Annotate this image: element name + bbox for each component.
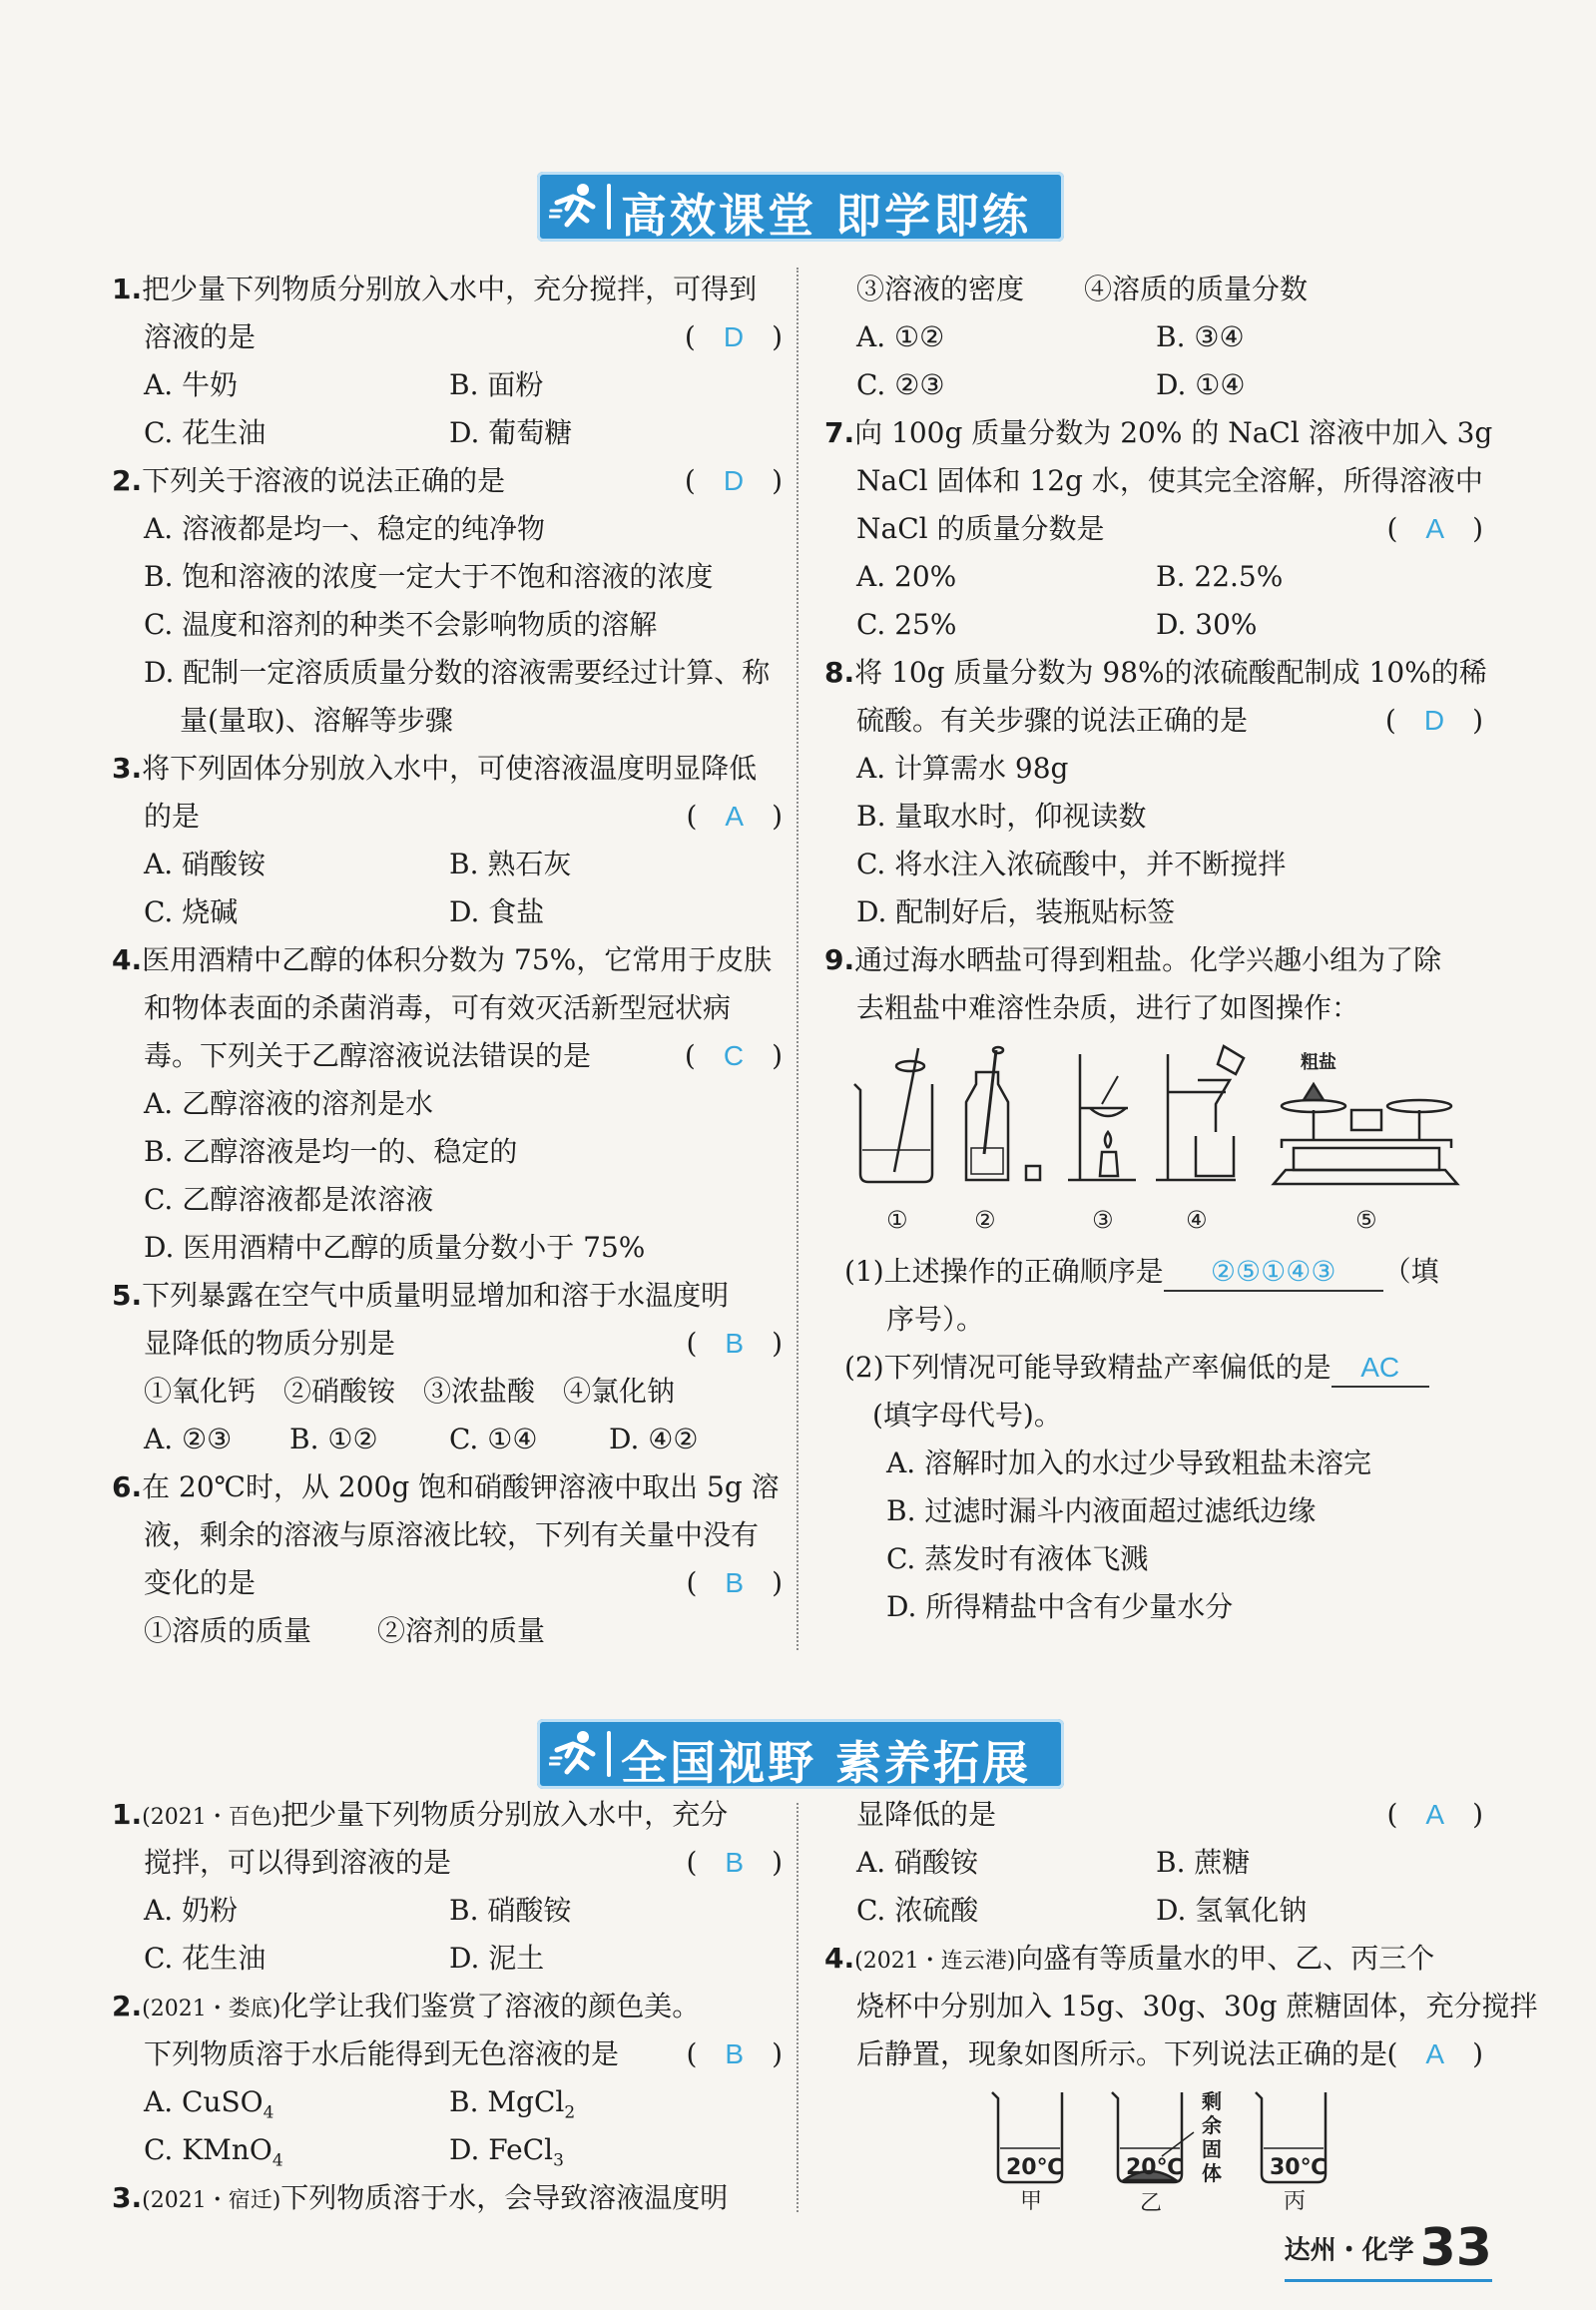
section-banner-1 (537, 172, 1064, 242)
option: A. ②③ (144, 1423, 233, 1455)
residue-label: 固 (1202, 2137, 1222, 2161)
answer-bracket: ( A ) (1386, 512, 1483, 545)
item: ③溶液的密度 (856, 273, 1025, 305)
question-3: 3.将下列固体分别放入水中，可使溶液温度明显降低 (112, 752, 758, 785)
question-4: 4.医用酒精中乙醇的体积分数为 75%，它常用于皮肤 (112, 943, 773, 976)
residue-label: 体 (1202, 2161, 1222, 2185)
option: C. 温度和溶剂的种类不会影响物质的溶解 (144, 608, 658, 641)
option: B. 乙醇溶液是均一的、稳定的 (144, 1135, 518, 1168)
option: B. 硝酸铵 (449, 1894, 572, 1927)
question-text: 显降低的物质分别是 (144, 1327, 396, 1360)
question-9: 9.通过海水晒盐可得到粗盐。化学兴趣小组为了除 (824, 943, 1442, 976)
question-text: 烧杯中分别加入 15g、30g、30g 蔗糖固体，充分搅拌 (856, 1990, 1538, 2022)
question-7: 7.向 100g 质量分数为 20% 的 NaCl 溶液中加入 3g (824, 416, 1493, 449)
answer-bracket: ( B ) (686, 1566, 783, 1599)
beaker-label: 甲 (1020, 2189, 1043, 2214)
option: A. 奶粉 (144, 1894, 239, 1927)
option: B. 面粉 (449, 368, 544, 401)
question-text: 硫酸。有关步骤的说法正确的是 (856, 704, 1249, 737)
answer-bracket: ( A ) (1386, 1798, 1483, 1831)
option: D. FeCl$_3$ (449, 2133, 564, 2171)
question-5: 5.下列暴露在空气中质量明显增加和溶于水温度明 (112, 1279, 730, 1312)
option: A. 溶液都是均一、稳定的纯净物 (144, 512, 546, 545)
option: C. KMnO$_4$ (144, 2133, 283, 2171)
option: B. MgCl$_2$ (449, 2085, 576, 2123)
option: D. 配制一定溶质质量分数的溶液需要经过计算、称 (144, 656, 771, 689)
question-4: 4.(2021・连云港)向盛有等质量水的甲、乙、丙三个 (824, 1942, 1435, 1975)
residue-label: 剩 (1202, 2089, 1222, 2113)
reagent-bottle-icon (966, 1047, 1040, 1180)
item-list: ①氧化钙 ②硝酸铵 ③浓盐酸 ④氯化钠 (144, 1375, 676, 1408)
section1-left-column (112, 272, 783, 1659)
filtration-setup-icon (1156, 1046, 1244, 1180)
column-divider (797, 268, 798, 1650)
question-text: 下列物质溶于水后能得到无色溶液的是 (144, 2037, 620, 2070)
subquestion-1-continued: 序号）。 (886, 1303, 985, 1336)
page-number: 33 (1419, 2218, 1492, 2278)
option: D. 医用酒精中乙醇的质量分数小于 75% (144, 1231, 646, 1264)
option: B. ③④ (1156, 320, 1245, 353)
option: A. CuSO$_4$ (144, 2085, 274, 2123)
option: B. ①② (289, 1423, 378, 1455)
beaker-label: 乙 (1140, 2191, 1163, 2214)
fill-answer: ②⑤①④③ (1164, 1254, 1383, 1292)
residue-label: 余 (1202, 2113, 1222, 2137)
section2-left-column (112, 1797, 783, 2216)
option: C. 25% (856, 608, 957, 641)
beaker-temperature: 20℃ (1006, 2155, 1064, 2180)
beaker-temperature: 20℃ (1126, 2155, 1184, 2180)
option: A. 硝酸铵 (144, 848, 266, 880)
question-text: NaCl 的质量分数是 (856, 512, 1105, 545)
option: C. ①④ (449, 1423, 538, 1455)
option: C. 花生油 (144, 1942, 266, 1975)
option: B. 饱和溶液的浓度一定大于不饱和溶液的浓度 (144, 560, 714, 593)
item: ④溶质的质量分数 (1084, 273, 1309, 305)
footer-context: 达州・化学 (1284, 2235, 1414, 2266)
item: ①溶质的质量 (144, 1614, 312, 1647)
option: D. ④② (609, 1423, 699, 1455)
option: B. 22.5% (1156, 560, 1284, 593)
question-text: 去粗盐中难溶性杂质，进行了如图操作： (856, 991, 1360, 1024)
option: B. 量取水时，仰视读数 (856, 800, 1147, 833)
option: D. 30% (1156, 608, 1258, 641)
option: D. 氢氧化钠 (1156, 1894, 1308, 1927)
option: A. 乙醇溶液的溶剂是水 (144, 1087, 434, 1120)
running-person-icon (549, 181, 601, 233)
answer-bracket: ( C ) (684, 1039, 783, 1072)
balance-icon (1274, 1084, 1457, 1184)
question-text: NaCl 固体和 12g 水，使其完全溶解，所得溶液中 (856, 464, 1483, 497)
beaker-label: 丙 (1284, 2189, 1307, 2214)
lab-operations-figure (846, 1044, 1475, 1240)
section-banner-2 (537, 1719, 1064, 1789)
option-continued: 量(量取)、溶解等步骤 (180, 704, 453, 737)
figure-number: ② (974, 1206, 996, 1234)
figure-number: ④ (1186, 1206, 1208, 1234)
question-6: 6.在 20℃时，从 200g 饱和硝酸钾溶液中取出 5g 溶 (112, 1470, 780, 1503)
answer-bracket: ( B ) (686, 2037, 783, 2070)
figure-label: 粗盐 (1301, 1052, 1336, 1073)
option: B. 过滤时漏斗内液面超过滤纸边缘 (886, 1494, 1317, 1527)
evaporation-setup-icon (1068, 1054, 1136, 1180)
option: B. 蔗糖 (1156, 1846, 1251, 1879)
beaker-temperature: 30℃ (1270, 2155, 1328, 2180)
option: C. 花生油 (144, 416, 266, 449)
subquestion-2-continued: (填字母代号)。 (872, 1399, 1062, 1432)
section-title: 高效课堂 即学即练 (621, 189, 1032, 243)
answer-bracket: ( A ) (1386, 2037, 1483, 2070)
answer-bracket: ( A ) (686, 800, 783, 833)
question-text: 变化的是 (144, 1566, 257, 1599)
option: A. 牛奶 (144, 368, 239, 401)
figure-number: ③ (1092, 1206, 1114, 1234)
fill-answer: AC (1331, 1350, 1429, 1388)
option: D. 所得精盐中含有少量水分 (886, 1590, 1234, 1623)
question-8: 8.将 10g 质量分数为 98%的浓硫酸配制成 10%的稀 (824, 656, 1487, 689)
section-title: 全国视野 素养拓展 (621, 1736, 1032, 1790)
option: B. 熟石灰 (449, 848, 572, 880)
subquestion-2: (2)下列情况可能导致精盐产率偏低的是 AC (844, 1350, 1429, 1388)
answer-bracket: ( B ) (686, 1846, 783, 1879)
section1-right-column (824, 272, 1493, 1659)
question-text: 溶液的是 (144, 320, 257, 353)
question-text: 显降低的是 (856, 1798, 997, 1831)
running-person-icon (549, 1728, 601, 1780)
question-text: 搅拌，可以得到溶液的是 (144, 1846, 452, 1879)
question-text: 和物体表面的杀菌消毒，可有效灭活新型冠状病 (144, 991, 732, 1024)
question-1: 1.(2021・百色)把少量下列物质分别放入水中，充分 (112, 1798, 729, 1831)
option: C. 浓硫酸 (856, 1894, 979, 1927)
option: D. 食盐 (449, 895, 545, 928)
question-2: 2.下列关于溶液的说法正确的是 (112, 464, 506, 497)
column-divider (797, 1803, 798, 2212)
option: D. ①④ (1156, 368, 1246, 401)
figure-number: ① (886, 1206, 908, 1234)
answer-bracket: ( B ) (686, 1327, 783, 1360)
question-text: 液，剩余的溶液与原溶液比较，下列有关量中没有 (144, 1518, 760, 1551)
question-text: 后静置，现象如图所示。下列说法正确的是 (856, 2037, 1388, 2070)
question-1: 1.把少量下列物质分别放入水中，充分搅拌，可得到 (112, 273, 758, 305)
option: D. 配制好后，装瓶贴标签 (856, 895, 1176, 928)
option: C. ②③ (856, 368, 945, 401)
option: C. 乙醇溶液都是浓溶液 (144, 1183, 434, 1216)
option: C. 蒸发时有液体飞溅 (886, 1542, 1149, 1575)
figure-number: ⑤ (1355, 1206, 1377, 1234)
option: A. 硝酸铵 (856, 1846, 979, 1879)
answer-bracket: ( D ) (1384, 704, 1483, 737)
subquestion-1: (1)上述操作的正确顺序是 ②⑤①④③ （填 (844, 1254, 1439, 1292)
page-footer (1285, 2218, 1492, 2278)
question-3: 3.(2021・宿迁)下列物质溶于水，会导致溶液温度明 (112, 2181, 729, 2214)
answer-bracket: ( D ) (684, 320, 783, 353)
question-2: 2.(2021・娄底)化学让我们鉴赏了溶液的颜色美。 (112, 1990, 701, 2022)
section2-right-column (824, 1797, 1538, 2216)
question-text: 的是 (144, 800, 201, 833)
option: A. 20% (856, 560, 957, 593)
answer-bracket: ( D ) (684, 464, 783, 497)
option: A. 计算需水 98g (856, 752, 1069, 785)
beaker-stirring-icon (854, 1048, 932, 1182)
option: A. ①② (856, 320, 945, 353)
option: D. 葡萄糖 (449, 416, 573, 449)
option: C. 烧碱 (144, 895, 239, 928)
item: ②溶剂的质量 (377, 1614, 546, 1647)
option: D. 泥土 (449, 1942, 545, 1975)
option: A. 溶解时加入的水过少导致粗盐未溶完 (886, 1446, 1372, 1479)
question-text: 毒。下列关于乙醇溶液说法错误的是 (144, 1039, 592, 1072)
option: C. 将水注入浓硫酸中，并不断搅拌 (856, 848, 1287, 880)
beakers-figure (984, 2086, 1363, 2214)
